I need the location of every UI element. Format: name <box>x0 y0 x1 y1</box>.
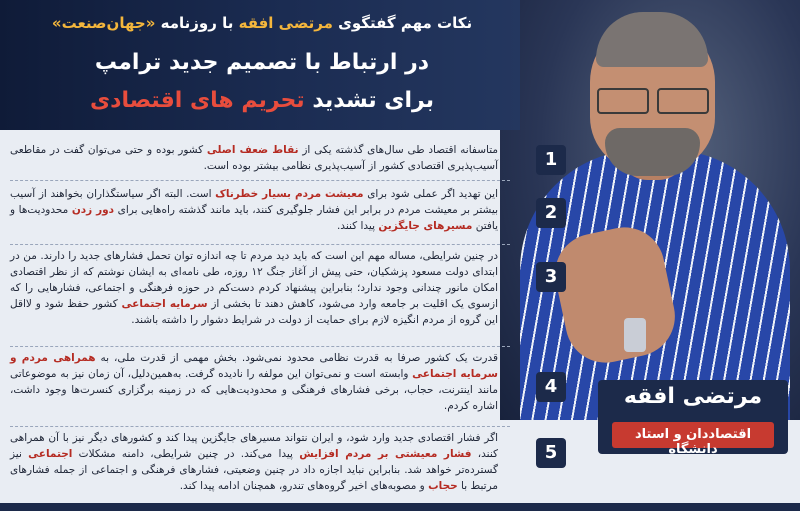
person-name: مرتضی افقه <box>623 384 763 409</box>
point-item <box>10 140 566 180</box>
point-item <box>10 350 566 426</box>
point-number: 4 <box>536 372 566 402</box>
point-text: در چنین شرایطی، مساله مهم این است که باید دید مردم تا چه اندازه توان تحمل فشارهای جدید را دارند. من در ابتدای دولت مسعود پزشکیان، حتی پیش از آغاز جنگ ۱۲ روزه، طی نامه‌ای به ایشان نوشتم که از نظر اقتصادی امکان مانور چندانی وجود ندارد؛ بنابراین پیشنهاد کردم دست‌کم در حوزه فرهنگی و اجتماعی، فشارهایی را که ازسوی یک اقلیت بر جامعه وارد می‌شود، کاهش دهند تا بخشی از سرمایه اجتماعی کشور حفظ شود و لااقل این گروه از مردم انگیزه لازم برای حمایت از دولت در شرایط دشوار را داشته باشند. <box>10 250 499 326</box>
point-item <box>10 430 566 506</box>
name-card <box>598 380 788 457</box>
point-item <box>10 248 566 344</box>
divider <box>10 426 510 427</box>
header-line-1: نکات مهم گفتگوی مرتضی افقه با روزنامه «جهان‌صنعت» <box>51 14 473 32</box>
point-text: این تهدید اگر عملی شود برای معیشت مردم بسیار خطرناک است. البته اگر سیاستگذاران بخواهند از آسیب بیشتر بر معیشت مردم در برابر این فشار جلوگیری کنند، باید مانند گذشته راه‌هایی برای دور زدن محدودیت‌ها و یافتن مسیرهای جایگزین پیدا کنند. <box>10 188 499 232</box>
point-text: اگر فشار اقتصادی جدید وارد شود، و ایران نتواند مسیرهای جایگزین پیدا کند و کشورهای دیگر نیز با آن همراهی کنند، فشار معیشتی بر مردم افزایش پیدا می‌کند. در چنین شرایطی، دامنه مشکلات اجتماعی نیز گسترده‌تر خواهد شد. بنابراین نباید اجازه داد در چنین وضعیتی، فشارهای فرهنگی و اجتماعی از جمله فشارهای مرتبط با حجاب و مصوبه‌های اخیر گروه‌های تندرو، همچنان ادامه پیدا کند. <box>10 432 498 492</box>
header-line-3: برای تشدید تحریم های اقتصادی <box>90 88 434 113</box>
header-banner <box>0 0 520 130</box>
glasses-icon <box>597 88 709 110</box>
watch-icon <box>624 318 646 352</box>
divider <box>10 180 510 181</box>
point-number: 2 <box>536 198 566 228</box>
point-text: قدرت یک کشور صرفا به قدرت نظامی محدود نمی‌شود. بخش مهمی از قدرت ملی، به همراهی مردم و سرمایه اجتماعی وابسته است و نمی‌توان این مولفه را نادیده گرفت. به‌همین‌دلیل، آن زمان نیز به موضوعاتی مانند اینترنت، حجاب، برخی فشارهای فرهنگی و محدودیت‌هایی که در زمینه برگزاری کنسرت‌ها وجود داشت، اشاره کردم. <box>10 352 498 412</box>
bottom-bar <box>0 503 800 511</box>
divider <box>10 244 510 245</box>
divider <box>10 346 510 347</box>
point-number: 3 <box>536 262 566 292</box>
point-text: متاسفانه اقتصاد طی سال‌های گذشته یکی از نقاط ضعف اصلی کشور بوده و حتی می‌توان گفت در مقاطعی آسیب‌پذیری اقتصادی کشور از آسیب‌پذیری نظامی بیشتر بوده است. <box>10 144 499 172</box>
point-number: 1 <box>536 145 566 175</box>
point-number: 5 <box>536 438 566 468</box>
points-list <box>10 136 566 506</box>
point-item <box>10 186 566 244</box>
person-role: اقتصاددان و استاد دانشگاه <box>634 427 752 457</box>
page-title: در ارتباط با تصمیم جدید ترامپ <box>94 50 430 75</box>
